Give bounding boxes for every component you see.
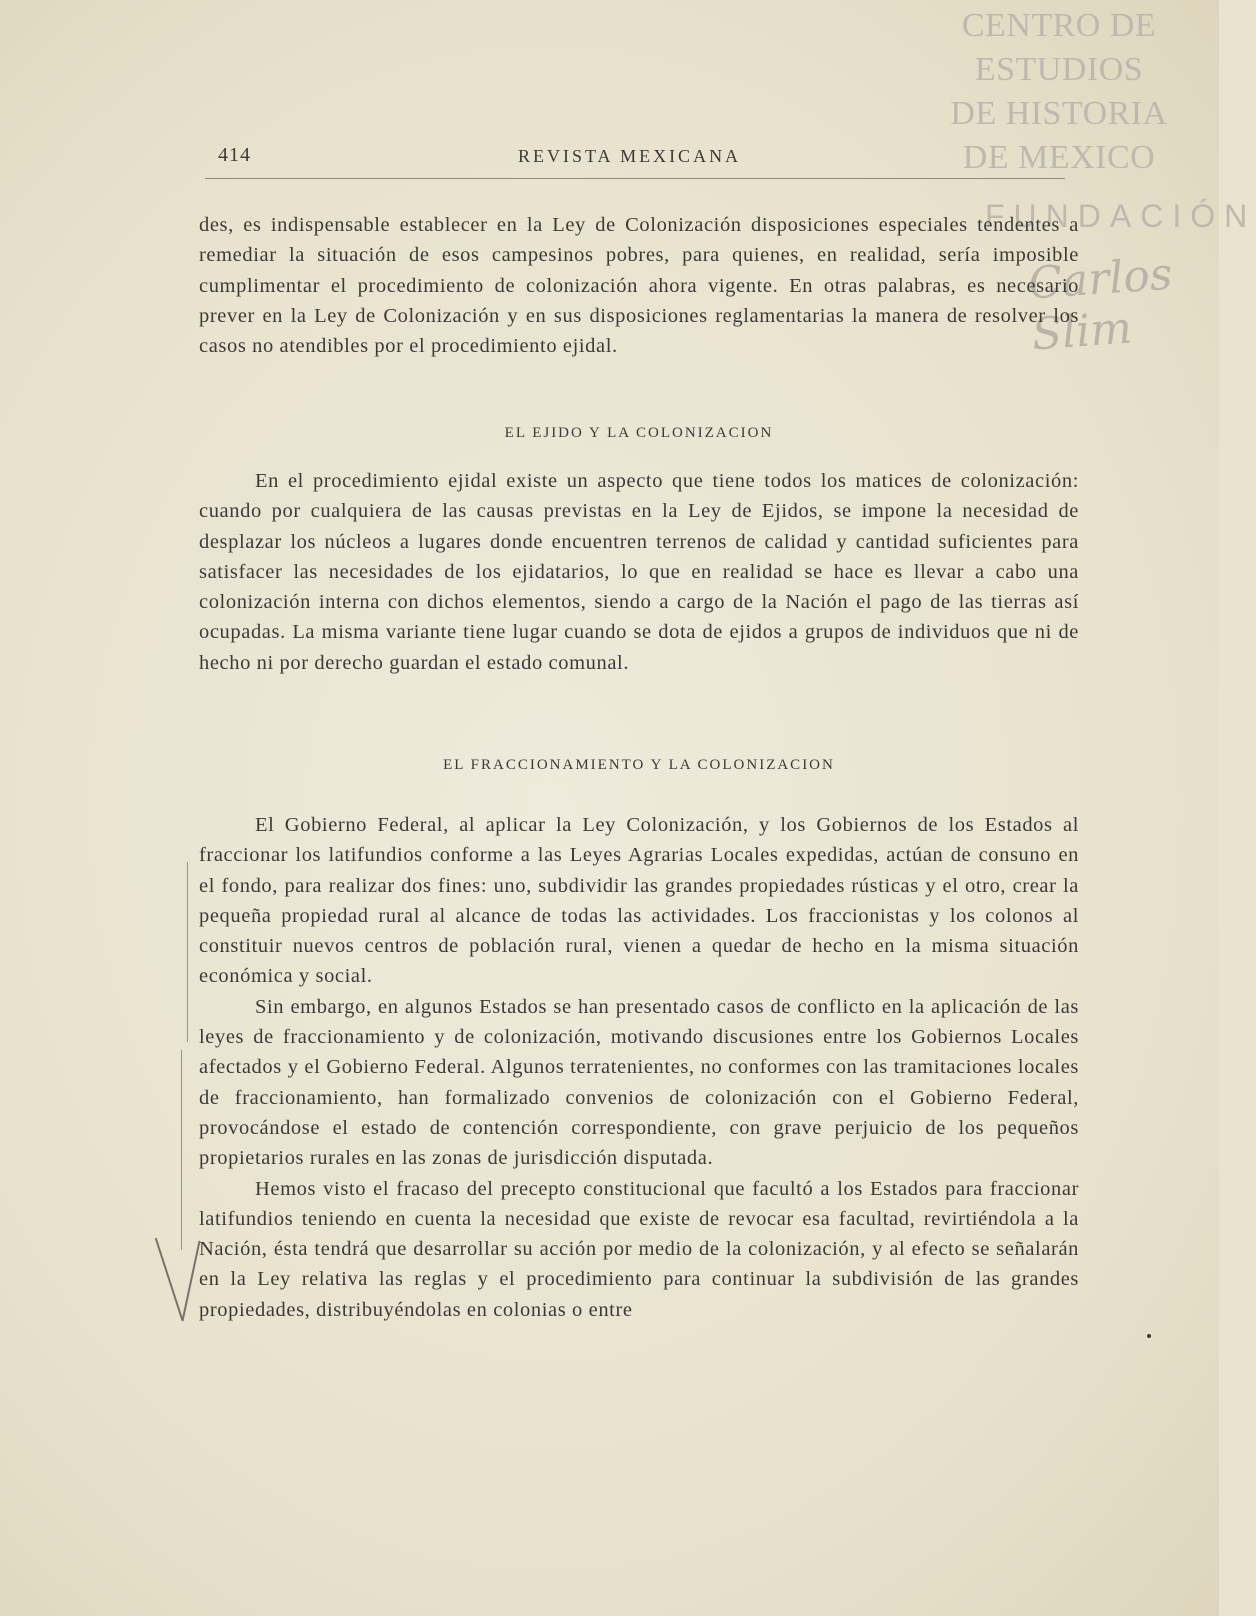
fraccionamiento-paragraph-2: Sin embargo, en algunos Estados se han presentado casos de conflicto en la aplicación de las leyes de fraccionamiento y de colonización, motivando discusiones entre los Gobiernos Locales afectados y el Gobierno Federal. Algunos terratenientes, no conformes con las tramitaciones locales de fraccionamiento, han formalizado convenios de colonización con el Gobierno Federal, provocándose el estado de contención correspondiente, con grave perjuicio de los pequeños propietarios rurales en las zonas de jurisdicción disputada. xyxy=(199,995,1079,1170)
watermark-line: DE HISTORIA xyxy=(950,95,1168,132)
intro-paragraph: des, es indispensable establecer en la Ley de Colonización disposiciones especiales tendentes a remediar la situación de esos campesinos pobres, para quienes, en realidad, sería imposible cumplimentar el procedimiento de colonización ahora vigente. En otras palabras, es necesario prever en la Ley de Colonización y en sus disposiciones reglamentarias la manera de resolver los casos no atendibles por el procedimiento ejidal. xyxy=(199,214,1079,358)
running-head xyxy=(218,144,958,174)
ejido-block xyxy=(199,466,1079,678)
header-rule xyxy=(205,178,1065,179)
archive-watermark xyxy=(929,4,1189,180)
page-speck xyxy=(1147,1334,1151,1338)
section-heading-fraccionamiento: EL FRACCIONAMIENTO Y LA COLONIZACION xyxy=(443,757,835,773)
watermark-fundacion: FUNDACIÓN xyxy=(985,198,1256,234)
fraccionamiento-block xyxy=(199,810,1079,1325)
margin-line xyxy=(187,862,188,1042)
journal-title: REVISTA MEXICANA xyxy=(518,146,742,166)
fraccionamiento-paragraph-1: El Gobierno Federal, al aplicar la Ley Colonización, y los Gobiernos de los Estados al fraccionar los latifundios conforme a las Leyes Agrarias Locales expedidas, actúan de consuno en el fondo, para realizar dos fines: uno, subdividir las grandes propiedades rústicas y el otro, crear la pequeña propiedad rural al alcance de todas las actividades. Los fraccionistas y los colonos al constituir nuevos centros de población rural, vienen a quedar de hecho en la misma situación económica y social. xyxy=(199,814,1079,988)
watermark-line: ESTUDIOS xyxy=(974,51,1144,88)
intro-block xyxy=(199,210,1079,361)
margin-line xyxy=(181,1050,182,1250)
page-number: 414 xyxy=(218,144,251,166)
section-heading-ejido: EL EJIDO Y LA COLONIZACION xyxy=(504,425,774,441)
watermark-signature: Carlos Slim xyxy=(1026,248,1174,361)
ejido-paragraph: En el procedimiento ejidal existe un aspecto que tiene todos los matices de colonización: cuando por cualquiera de las causas previstas en la Ley de Ejidos, se impone la necesidad de desplazar los núcleos a lugares donde encuentren terrenos de calidad y cantidad suficientes para satisfacer las necesidades de los ejidatarios, lo que en realidad se hace es llevar a cabo una colonización interna con dichos elementos, siendo a cargo de la Nación el pago de las tierras así ocupadas. La misma variante tiene lugar cuando se dota de ejidos a grupos de individuos que ni de hecho ni por derecho guardan el estado comunal. xyxy=(199,470,1079,674)
fraccionamiento-paragraph-3: Hemos visto el fracaso del precepto constitucional que facultó a los Estados para fraccionar latifundios teniendo en cuenta la necesidad que existe de revocar esa facultad, revirtiéndola a la Nación, ésta tendrá que desarrollar su acción por medio de la colonización, y al efecto se señalarán en la Ley relativa las reglas y el procedimiento para continuar la subdivisión de las grandes propiedades, distribuyéndolas en colonias o entre xyxy=(199,1177,1079,1321)
watermark-line: CENTRO DE xyxy=(961,7,1157,44)
watermark-line: DE MEXICO xyxy=(962,139,1156,176)
